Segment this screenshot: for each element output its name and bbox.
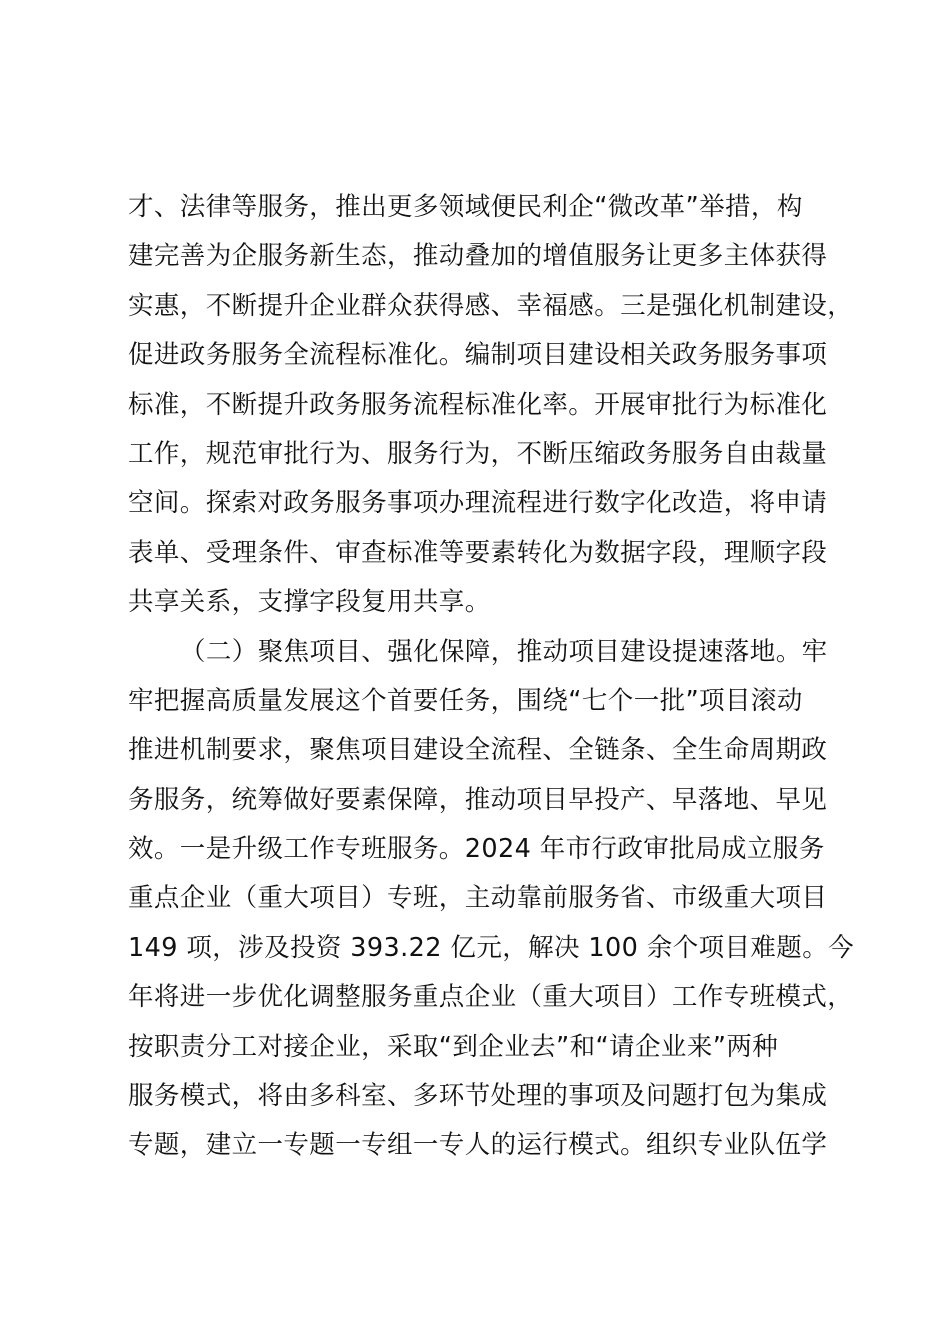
- text-line: 149 项，涉及投资 393.22 亿元，解决 100 余个项目难题。今: [128, 932, 854, 963]
- text-line: 年将进一步优化调整服务重点企业（重大项目）工作专班模式，: [128, 982, 854, 1013]
- text-line: 牢把握高质量发展这个首要任务，围绕“七个一批”项目滚动: [128, 685, 803, 716]
- text-line: 促进政务服务全流程标准化。编制项目建设相关政务服务事项: [128, 340, 828, 371]
- text-line: 推进机制要求，聚焦项目建设全流程、全链条、全生命周期政: [128, 735, 828, 766]
- text-line: 共享关系，支撑字段复用共享。: [128, 587, 491, 618]
- text-line: 务服务，统筹做好要素保障，推动项目早投产、早落地、早见: [128, 784, 828, 815]
- text-line: 建完善为企服务新生态，推动叠加的增值服务让更多主体获得: [128, 241, 828, 272]
- text-line: 标准，不断提升政务服务流程标准化率。开展审批行为标准化: [128, 389, 828, 420]
- text-line: 实惠，不断提升企业群众获得感、幸福感。三是强化机制建设，: [128, 290, 854, 321]
- text-line: 才、法律等服务，推出更多领域便民利企“微改革”举措，构: [128, 192, 803, 222]
- text-line: 服务模式，将由多科室、多环节处理的事项及问题打包为集成: [128, 1081, 828, 1112]
- text-line: 专题，建立一专题一专组一专人的运行模式。组织专业队伍学: [128, 1130, 828, 1161]
- text-line: 工作，规范审批行为、服务行为，不断压缩政务服务自由裁量: [128, 438, 828, 469]
- text-line: 按职责分工对接企业，采取“到企业去”和“请企业来”两种: [128, 1031, 779, 1062]
- text-line: 效。一是升级工作专班服务。2024 年市行政审批局成立服务: [128, 834, 825, 865]
- document-body: [128, 183, 868, 1171]
- text-line: 空间。探索对政务服务事项办理流程进行数字化改造，将申请: [128, 488, 828, 519]
- text-line: 表单、受理条件、审查标准等要素转化为数据字段，理顺字段: [128, 537, 828, 568]
- text-line: （二）聚焦项目、强化保障，推动项目建设提速落地。牢: [180, 636, 828, 667]
- text-line: 重点企业（重大项目）专班，主动靠前服务省、市级重大项目: [128, 883, 828, 914]
